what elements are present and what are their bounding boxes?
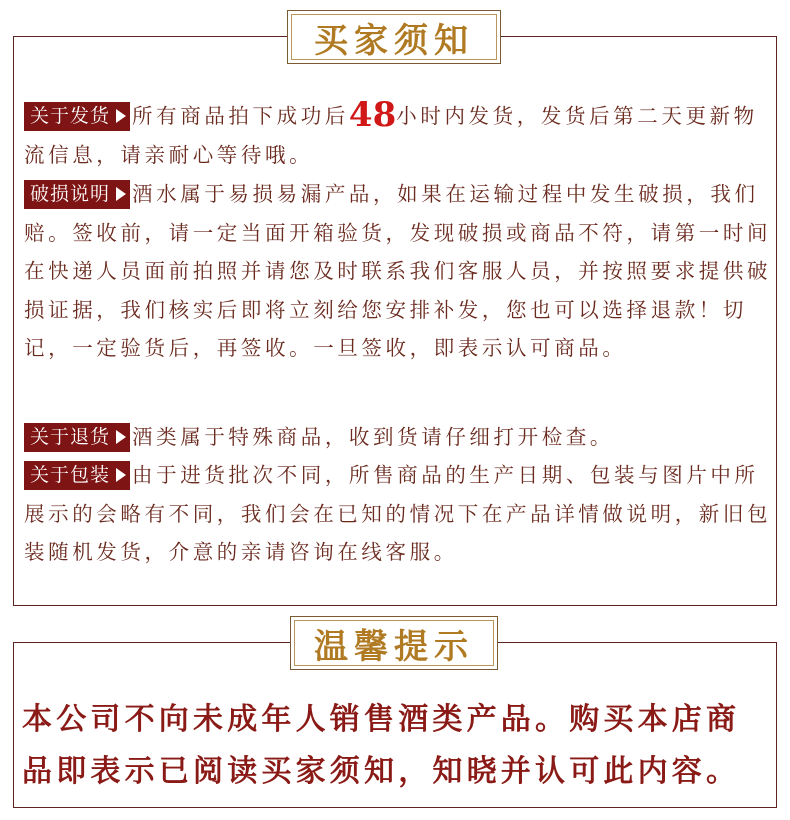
packaging-text: 由于进货批次不同，所售商品的生产日期、包装与图片中所展示的会略有不同，我们会在已知的情况下在产品详情做说明，新旧包装随机发货，介意的亲请咨询在线客服。	[24, 463, 772, 564]
returns-text: 酒类属于特殊商品，收到货请仔细打开检查。	[132, 425, 615, 449]
triangle-right-icon	[116, 187, 126, 201]
packaging-section	[24, 456, 774, 572]
warm-tips-title-frame	[290, 616, 498, 670]
triangle-right-icon	[116, 109, 126, 123]
buyer-notice-title: 买家须知	[291, 14, 497, 60]
damage-section	[24, 175, 774, 368]
packaging-tag-label: 关于包装	[30, 464, 111, 486]
triangle-right-icon	[116, 430, 126, 444]
returns-tag	[24, 423, 130, 452]
warm-tips-text: 本公司不向未成年人销售酒类产品。购买本店商品即表示已阅读买家须知，知晓并认可此内容。	[22, 702, 741, 789]
packaging-tag	[24, 461, 130, 490]
shipping-hours-highlight: 48	[348, 95, 397, 135]
shipping-text-after: 小时内发货，发货后第二天更新物流信息，请亲耐心等待哦。	[24, 104, 758, 167]
triangle-right-icon	[116, 468, 126, 482]
shipping-tag-label: 关于发货	[30, 105, 111, 127]
damage-text: 酒水属于易损易漏产品，如果在运输过程中发生破损，我们赔。签收前，请一定当面开箱验货，发现破损或商品不符，请第一时间在快递人员面前拍照并请您及时联系我们客服人员，并按照要求提供破损证据，我们核实后即将立刻给您安排补发，您也可以选择退款！切记，一定验货后，再签收。一旦签收，即表示认可商品。	[24, 182, 772, 360]
warm-tips-title: 温馨提示	[294, 620, 494, 666]
returns-section	[24, 418, 774, 457]
returns-tag-label: 关于退货	[30, 426, 111, 448]
damage-tag-label: 破损说明	[30, 183, 111, 205]
shipping-text-before: 所有商品拍下成功后	[132, 104, 349, 128]
damage-tag	[24, 180, 130, 209]
shipping-section	[24, 97, 774, 174]
shipping-tag	[24, 102, 130, 131]
buyer-notice-title-frame	[287, 10, 501, 64]
